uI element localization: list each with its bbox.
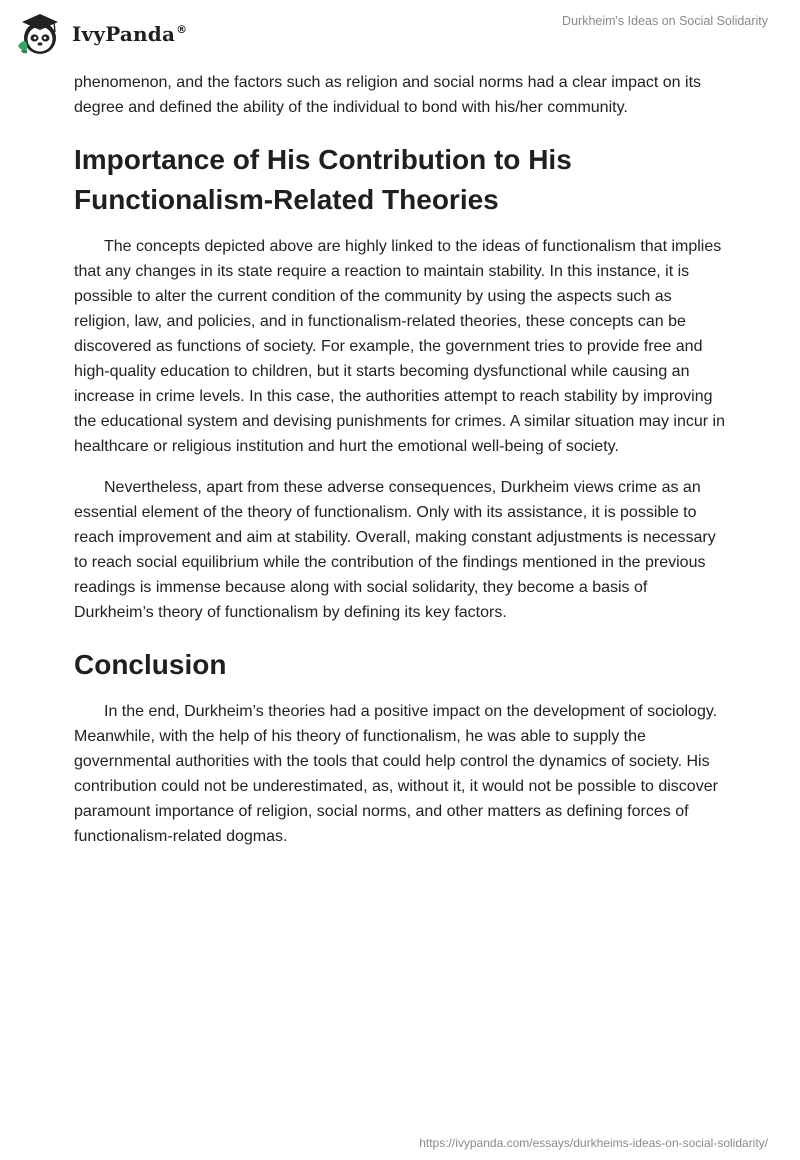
document-title: Durkheim's Ideas on Social Solidarity	[562, 14, 768, 28]
brand-logo[interactable]	[14, 8, 187, 60]
body-paragraph: The concepts depicted above are highly linked to the ideas of functionalism that implies that any changes in its state require a reaction to maintain stability. In this instance, it is possible to alter the current condition of the community by using the aspects such as religion, law, and policies, and in functionalism-related theories, these concepts can be discovered as functions of society. For example, the government tries to provide free and high-quality education to children, but it starts becoming dysfunctional while causing an increase in crime levels. In this case, the authorities attempt to reach stability by improving the educational system and devising punishments for crimes. A similar situation may incur in healthcare or religious institution and hurt the emotional well-being of society.	[74, 238, 725, 455]
intro-paragraph-fragment: phenomenon, and the factors such as religion and social norms had a clear impact on its degree and defined the ability of the individual to bond with his/her community.	[74, 74, 702, 116]
brand-text: IvyPanda	[72, 22, 176, 46]
registered-mark: ®	[176, 23, 188, 36]
page-header	[0, 0, 800, 70]
panda-logo-icon	[14, 8, 66, 60]
body-paragraph: In the end, Durkheim’s theories had a positive impact on the development of sociology. Meanwhile, with the help of his theory of functionalism, he was able to supply the governmental authorities with the tools that could help control the dynamics of society. His contribution could not be underestimated, as, without it, it would not be possible to discover paramount importance of religion, social norms, and other matters as defining forces of functionalism-related dogmas.	[74, 703, 718, 845]
footer-source-url[interactable]: https://ivypanda.com/essays/durkheims-ideas-on-social-solidarity/	[419, 1136, 768, 1150]
section-heading-importance: Importance of His Contribution to His Functionalism-Related Theories	[74, 144, 572, 215]
section-heading-conclusion: Conclusion	[74, 649, 227, 680]
essay-content	[74, 70, 730, 865]
brand-name	[72, 22, 187, 46]
body-paragraph: Nevertheless, apart from these adverse consequences, Durkheim views crime as an essential element of the theory of functionalism. Only with its assistance, it is possible to reach improvement and aim at stability. Overall, making constant adjustments is necessary to reach social equilibrium while the contribution of the findings mentioned in the previous readings is immense because along with social solidarity, they become a basis of Durkheim’s theory of functionalism by defining its key factors.	[74, 479, 716, 621]
